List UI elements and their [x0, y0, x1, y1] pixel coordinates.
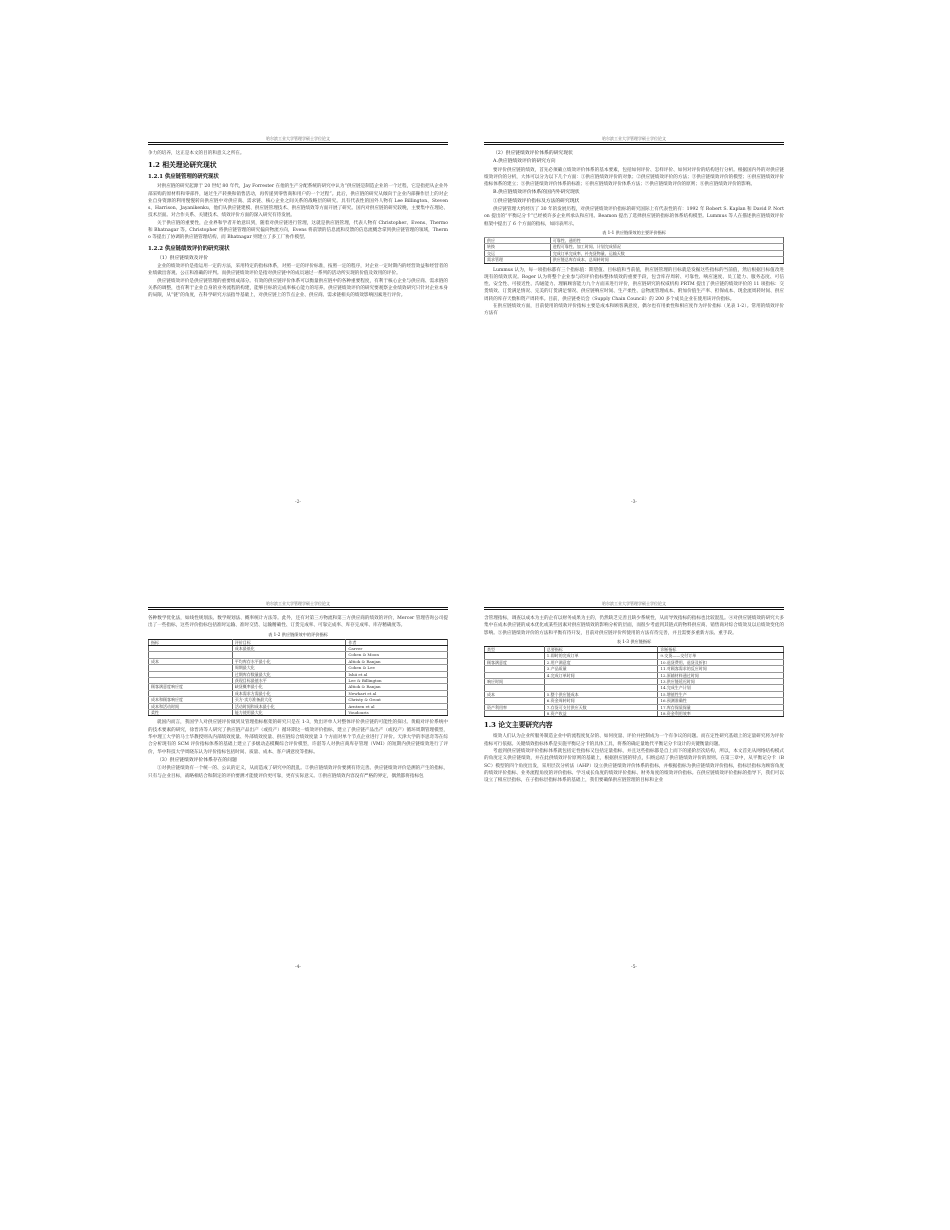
- table-cell: Arntzen et al: [346, 703, 448, 709]
- table-cell: Lee & Billington: [346, 678, 448, 684]
- paragraph: 企业的绩效评价是指运用一定的方法，采用特定的指标体系，对照一定的评价标准，按照一定的程序，对企业一定时期内的经营效益和经营者的业绩做出客观、公正和准确的评判。而供应链绩效评价是指对供应链中的成员通过一系列的活动所实现的价值及效用的评价。: [148, 263, 448, 277]
- table-cell: 7.存货可支付供应天数: [544, 704, 658, 710]
- table-cell: 完成订单完成率、补充货物量、运输天数: [550, 250, 783, 256]
- table-cell: 17.库存保质保量: [658, 704, 784, 710]
- running-header: 哈尔滨工业大学管理学硕士学位论文: [266, 601, 330, 606]
- table-cell: 获现目标最值水平: [232, 678, 346, 684]
- table-cell: 顾客满意度响应度: [149, 684, 233, 690]
- running-header: 哈尔滨工业大学管理学硕士学位论文: [266, 136, 330, 141]
- table-cell: 4.完成订单时间: [544, 672, 658, 678]
- running-header: 哈尔滨工业大学管理学硕士学位论文: [602, 136, 666, 141]
- table-cell: 买方-卖方准备最大化: [232, 697, 346, 703]
- header-rule: [484, 142, 784, 145]
- paragraph: 供应链绩效评价是供应链管理的重要组成部分。有效的供应链评价体系可以衡量供应链中的各种重要程度，有利于核心企业与供应商、需求链的关系的调整，也有利于企业自身的业务流程的构建，能够目标的完成率核心能力的培养。供应链绩效评价的研究要观察企业绩效研究只针对企业本身的局限，从“链”的角度，在科学研究方法指导基础上，对供应链上的节点企业、供应商、需求链相关的绩效影响因素进行评价。: [148, 278, 448, 299]
- table-cell: Newhart et al: [346, 690, 448, 696]
- table-cell: 可靠性、通用性: [550, 237, 783, 243]
- paragraph: ①对供应链绩效有一个统一的、公认的定义，从而造成了研究中的混乱。②供应链绩效评价要测有待完善。供应链绩效评价是测的产生的指标，只有与企业目标，战略相结合和制定的评价要测才能使评价更可靠，更有实际意义。③供应链绩效内容没有严格的界定，偶然都将指标包: [148, 766, 448, 779]
- table-cell: 3.产品质量: [544, 666, 658, 672]
- table-cell: Altiok & Ranjan: [346, 658, 448, 664]
- paragraph: 争力的培养，这正是本文的目的和意义之所在。: [148, 151, 245, 156]
- table-cell: 交运: [485, 250, 551, 256]
- table-row: [485, 257, 784, 263]
- table-1-2: [148, 639, 448, 717]
- paragraph: 在供应链绩效方面，目前使用的绩效评价指标主要是成本和顾客满意度，偶尔也有用柔性和相应度作为评价指标（见表 1-2）。常用的绩效评价方法有: [484, 304, 784, 317]
- column-header: 作者: [346, 639, 448, 645]
- column-header: 总要指标: [544, 646, 658, 652]
- sub-heading: A.供应链绩效评价的研究方向: [493, 159, 556, 165]
- header-rule: [148, 142, 448, 145]
- sub-heading: （1）供应链绩效及评价: [157, 255, 209, 261]
- table-cell: Voudouris: [346, 710, 448, 716]
- table-cell: 成本最低化: [232, 646, 346, 652]
- table-caption: 表 1-3 供应链指标: [616, 638, 652, 644]
- table-cell: 6.资金周转时间: [544, 698, 658, 704]
- page-number: -2-: [295, 500, 301, 505]
- table-cell: Altiok & Ranjan: [346, 684, 448, 690]
- column-header: 类型: [485, 646, 545, 652]
- section-heading: 1.2 相关理论研究现状: [148, 161, 217, 170]
- table-cell: 成本和活动时间: [149, 703, 233, 709]
- table-cell: 供应: [485, 237, 551, 243]
- sub-heading: （3）供应链绩效评价体系存在的问题: [157, 757, 237, 763]
- subsection-heading: 1.2.2 供应链绩效评价的研究现状: [148, 245, 230, 252]
- page-number: -5-: [631, 965, 637, 970]
- table-cell: 5.整个供应链成本: [544, 691, 658, 697]
- table-cell: 资产利用率: [485, 704, 545, 710]
- table-cell: 13.供应链延迟时间: [658, 678, 784, 684]
- running-header: 哈尔滨工业大学管理学硕士学位论文: [602, 601, 666, 606]
- table-cell: 柔性: [149, 710, 233, 716]
- table-row: [485, 710, 784, 716]
- table-cell: 15.增值性生产: [658, 691, 784, 697]
- sub-heading: B.供应链绩效评价体系的国内外研究现状: [493, 190, 580, 196]
- table-1-3: [484, 646, 784, 717]
- table-1-1: [484, 237, 784, 264]
- table-cell: 需求管理: [485, 257, 551, 263]
- table-cell: 11.对顾客需求的反应时间: [658, 666, 784, 672]
- paragraph: 就国内而言，我国学人对供应链评价做到及管理指标框架的研究只是在 1-3，致出评单人对整体评价供应链的可能性的探讨。黄殿对评价系统中的技术要素的研究，徐晋涛等人研究了供应链产品出产（或投产）循环期这一绩效评价指标，建立了供应链产品出产（或投产）循环周期管理模型，华中理工大学的马士华教授则从内部绩效度量、外部绩效度量、供应链综合绩效度量 3 个方面对单个节点企业进行了评价。天津大学的李思奇等在综合分析现有的 SCM 评价指标体系的基础上建立了多级动态模糊综合评价模型，许湛等人对供应商库存管理（VMI）的短期内供应链绩效进行了评价，华中科技大学周晓东认为评价指标包括时间、质量、成本、客户满意度等指标。: [148, 720, 448, 755]
- section-heading: 1.3 论文主要研究内容: [484, 721, 553, 730]
- table-cell: 1.即时的完成订单: [544, 653, 658, 659]
- paragraph: 含管理指标，调查以成本为主的企有以财务成果为主的，仍然缺乏完善且缺少系统性，从而导致指标的指标也比较混乱。④对供应链绩效的研究大多集中在成本供应链的成本优化或某些因素对供应链绩效的影响分析的层面，而很少考虑到其链式的物料供应商、销售商对综合绩效及以后绩效变化的影响。⑤供应链绩效评价的方法和平衡有待开发，目前对供应链评价所使用的方法有待完善，并且需要多重新方法、重手段。: [484, 616, 784, 636]
- table-caption: 表 1-1 供应链绩效的主要评价指标: [602, 229, 666, 235]
- table-caption: 表 1-2 供应链绩效中的评价指标: [268, 631, 328, 637]
- table-cell: 成本: [485, 691, 545, 697]
- table-cell: 缺货概率最小化: [232, 684, 346, 690]
- table-cell: 10.退货费用、退货及折扣: [658, 659, 784, 665]
- table-cell: 成本和顾客响应度: [149, 697, 233, 703]
- sub-heading: ①供应链绩效评价指标及方法的研究现状: [493, 198, 580, 204]
- table-cell: 成本需求方需最小化: [232, 690, 346, 696]
- table-cell: Cohen & Lee: [346, 665, 448, 671]
- table-cell: Ishii et al: [346, 671, 448, 677]
- subsection-heading: 1.2.1 供应链管理的研究现状: [148, 174, 219, 181]
- table-cell: 进程可靠性、加工时间、计划完成情况: [550, 244, 783, 250]
- paragraph: 要评价供应链的绩效，首先必须确立绩效评价体系的基本要素，包括如何评价、怎样评价、如何对评价的结构进行分析。根据国内外的对供应链绩效评价的分析，大体可以分为以下几个方面：①供应链绩效评价的对象；②供应链绩效评价的方法；③供应链绩效评价的模型；④供应链绩效评价指标体系的建立；⑤供应链绩效评价体系的标准；⑥供应链绩效评价体系方法；⑦供应链绩效评价的原则；⑧供应链绩效评价的影响。: [484, 167, 784, 188]
- table-cell: Cohen & Moon: [346, 652, 448, 658]
- table-cell: [485, 710, 545, 716]
- table-cell: 周期最大化: [232, 665, 346, 671]
- paragraph: 考虑到供应链绩效评价指标体系就包括定性指标又包括定量指标，并且这些指标都是自上而下的递阶层次结构，所以，本文首先从网络结构模式的角度定义供应链绩效，并在此供绩效评价原则的基础上，根据供应链的特点，归纳总结了供应链绩效评价的原则。在第三章中，从平衡记分卡（BSC）模型的四个角度出发，采用层次分析法（AHP）设立供应链绩效评价体系的指标，并根据指标为供应链绩效评价指标，指标层指标为顾客角度的绩效评价指标、业务流程角度的评价指标、学习成长角度的绩效评价指标、财务角度的绩效评价指标。在供应链绩效评价指标的指导下，我们可以设立了相应层指标，在子指标层指标体系的基础上，我们要确保供应链管理的目标和企业: [484, 748, 784, 784]
- column-header: 指标: [149, 639, 233, 645]
- paragraph: Lummus 认为，每一项指标都有三个指标值：期望值、目标值和当前值，供应链管理的目标就是发掘这些指标的当前值，然后根据目标值改进现有的绩效状况。Roger 认为将整个企业参与的评价指标整体绩效的重要手段，包含库存周转、可靠性、响应速度、员工能力、服务态度、可信性、安全性、可接近性、沟通能力、理解顾客能力九个方面来进行评价，供应链研究的权威机构 PRTM 提出了供应链的绩效评价的 11 项指标：交货绩效、订货满足情况、完美的订货满足情况、供应链响应时间、生产柔性、总物流管理成本、附加价值生产率、担保成本、现金流周转时间、供应周转的库存天数和资产周转率。目前，供应链委员会（Supply Chain Council）的 200 多个成员企业在使用该评价指标。: [484, 267, 784, 302]
- table-cell: 12.原辅材料通过时间: [658, 672, 784, 678]
- header-rule: [484, 607, 784, 610]
- paper-page-3: [484, 135, 784, 515]
- sub-heading: （2）供应链绩效评价体系的研究现状: [493, 151, 573, 156]
- page-number: -4-: [295, 965, 301, 970]
- paper-page-2: [148, 135, 448, 515]
- table-cell: 响应时间: [485, 678, 545, 684]
- table-cell: 2.用户满意度: [544, 659, 658, 665]
- column-header: 评价目标: [232, 639, 346, 645]
- table-cell: 18.资金利用效率: [658, 710, 784, 716]
- column-header: 诊断指标: [658, 646, 784, 652]
- table-cell: 过期库存数量最大化: [232, 671, 346, 677]
- paragraph: 关于供应链的重要性，企业界和学者开始意识到，随着对供应链进行管理，这就是供应链管理，代表人物有 Christopher、Evens、Thermo 和 Bhatnagar 等。Christopher 将供应链管理的研究偏向物流方向，Evens 将前馈的信息流和反馈的信息流概念拿到供应链管理的领域，Thermo 等提出了协调的供应链管理结构，而 Bhatnagar 则建立了多工厂协作模型。: [148, 220, 448, 241]
- paragraph: 绩效人们认为企业所服务制造企业中的流程度复杂的、如何度量、评价并控制成为一个有争议的问题。而在定性研究基础上的定量研究将为评价指标可行依据。关键绩效指标体系是实施平衡记分卡的具体工具，将系的确定量地代平衡记分卡设计的关键衡量问题。: [484, 734, 784, 747]
- table-cell: 转换: [485, 244, 551, 250]
- page-number: -3-: [631, 500, 637, 505]
- paper-page-5: [484, 600, 784, 980]
- table-cell: 顾客满意度: [485, 659, 545, 665]
- table-cell: Carver: [346, 646, 448, 652]
- table-cell: 能力使用最大化: [232, 710, 346, 716]
- paper-page-4: [148, 600, 448, 980]
- table-cell: 16.预测准确性: [658, 698, 784, 704]
- table-row: [149, 710, 448, 716]
- table-cell: 供应链总库存成本、总周转时间: [550, 257, 783, 263]
- table-cell: 成本: [149, 658, 233, 664]
- table-cell: 14.完成生产计划: [658, 685, 784, 691]
- table-cell: 活动时间和成本最小化: [232, 703, 346, 709]
- paragraph: 对供应链的研究起源于 20 世纪 80 年代，Jay Forrester 在他的生产分配系统的研究中认为“供应链是制造企业的一个过程，它是指把从企业外部采购的原材料和零部件，通过生产转换和销售活动，再传递到零售商和用户的一个过程”。此后，供应链的研究从倾向于企业内部操作层上的对企业自身资源的利用慢慢转向供应链中对供应商、需求链、核心企业之间关系的战略层的研究。具有代表性的国外人物有 Lee Billington、Stevens、Harrison、Jayanikenku，他们从供应链建模、供应链管理技术、供应链绩效等方面开展了研究。国内对供应链的研究较晚，主要集中在理论、技术层面。对合作关系、关键技术、绩效评价方面的深入研究有待发展。: [148, 184, 448, 219]
- table-cell: Christy & Grout: [346, 697, 448, 703]
- paragraph: 各种数学优化法，如线性规划法、数学规划法、概率统计方法等。此外，还有对第三方物流和第三方供应商的绩效的评价，Mercer 管理咨询公司提出了一些指标，这些评价指标包括准时运输、准时交货、运输精确性、订货完成率、可靠完成率、库存完成率、库存精确度等。: [148, 616, 448, 629]
- table-cell: 9.交货——交付订单: [658, 653, 784, 659]
- header-rule: [148, 607, 448, 610]
- table-cell: 平均库存水平最小化: [232, 658, 346, 664]
- paragraph: 供应链管理大约经历了 30 年的发展历程，对供应链绩效评价指标的研究国际上有代表性的有：1992 年 Robert S. Kaplan 和 David P. Norton 提出的“平衡记分卡”已经被许多企业所承认和应用。Beamon 提出了选择供应链的指标的体系结构模型。Lummus 等人在描述供应链绩效评价框架中提出了 6 个方面的指标，如同表所示。: [484, 207, 784, 227]
- table-cell: 8.资产收益: [544, 710, 658, 716]
